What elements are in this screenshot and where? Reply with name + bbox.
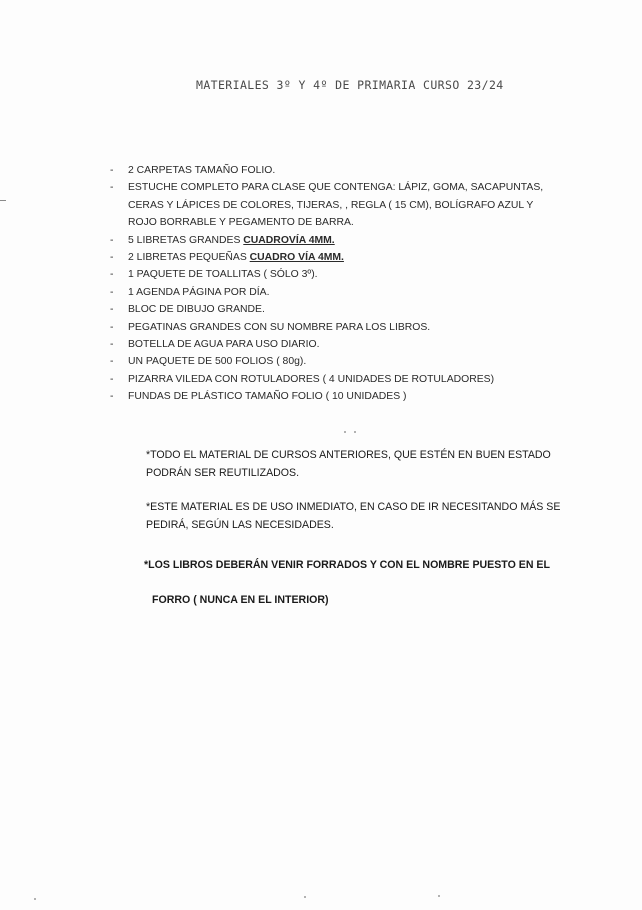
dash-bullet-icon: - xyxy=(110,269,114,281)
note-immediate-use-line-2: PEDIRÁ, SEGÚN LAS NECESIDADES. xyxy=(146,519,334,531)
dash-bullet-icon: - xyxy=(110,304,114,316)
dash-bullet-icon: - xyxy=(110,373,114,385)
note-books-line-1: *LOS LIBROS DEBERÁN VENIR FORRADOS Y CON EL NOMBRE PUESTO EN EL xyxy=(144,559,550,571)
note-reuse-line-1: *TODO EL MATERIAL DE CURSOS ANTERIORES, QUE ESTÉN EN BUEN ESTADO xyxy=(146,449,551,461)
scan-speck xyxy=(354,431,356,433)
dash-bullet-icon: - xyxy=(110,234,114,246)
dash-bullet-icon: - xyxy=(110,252,114,264)
note-books-line-2: FORRO ( NUNCA EN EL INTERIOR) xyxy=(152,594,329,606)
list-item-text: PIZARRA VILEDA CON ROTULADORES ( 4 UNIDADES DE ROTULADORES) xyxy=(128,373,495,385)
list-item xyxy=(110,353,550,370)
list-item-text: UN PAQUETE DE 500 FOLIOS ( 80g). xyxy=(128,356,307,368)
dash-bullet-icon: - xyxy=(110,339,114,351)
list-item-text: PEGATINAS GRANDES CON SU NOMBRE PARA LOS LIBROS. xyxy=(128,321,431,333)
note-reuse-line-2: PODRÁN SER REUTILIZADOS. xyxy=(146,467,300,479)
list-item xyxy=(110,319,550,336)
list-item xyxy=(110,284,550,301)
scan-speck xyxy=(304,896,306,898)
list-item xyxy=(110,336,550,353)
list-item-text: FUNDAS DE PLÁSTICO TAMAÑO FOLIO ( 10 UNIDADES ) xyxy=(128,391,407,403)
list-item-text: ESTUCHE COMPLETO PARA CLASE QUE CONTENGA: LÁPIZ, GOMA, SACAPUNTAS, CERAS Y LÁPICES DE COLORES, TIJERAS, , REGLA ( 15 CM), BOLÍGRAFO AZUL Y ROJO BORRABLE Y PEGAMENTO DE BARRA. xyxy=(128,182,544,229)
note-immediate-use-line-1: *ESTE MATERIAL ES DE USO INMEDIATO, EN CASO DE IR NECESITANDO MÁS SE xyxy=(146,501,561,513)
list-item xyxy=(110,388,550,405)
list-item-text: 1 PAQUETE DE TOALLITAS ( SÓLO 3º). xyxy=(128,269,318,281)
list-item-text: 2 LIBRETAS PEQUEÑAS xyxy=(128,252,250,264)
dash-bullet-icon: - xyxy=(110,356,114,368)
list-item xyxy=(110,232,550,249)
list-item-text: 5 LIBRETAS GRANDES xyxy=(128,234,244,246)
page-title: MATERIALES 3º Y 4º DE PRIMARIA CURSO 23/24 xyxy=(196,78,504,92)
list-item xyxy=(110,371,550,388)
dash-bullet-icon: - xyxy=(110,391,114,403)
list-item-text: 2 CARPETAS TAMAÑO FOLIO. xyxy=(128,165,276,176)
scan-edge-mark xyxy=(0,200,6,201)
list-item xyxy=(110,179,550,231)
dash-bullet-icon: - xyxy=(110,182,114,194)
scan-speck xyxy=(344,431,346,433)
list-item-text: BOTELLA DE AGUA PARA USO DIARIO. xyxy=(128,339,320,351)
list-item-text: 1 AGENDA PÁGINA POR DÍA. xyxy=(128,286,270,298)
scan-speck xyxy=(438,895,440,897)
scan-speck xyxy=(34,898,36,900)
list-item-text: BLOC DE DIBUJO GRANDE. xyxy=(128,304,265,316)
dash-bullet-icon: - xyxy=(110,321,114,333)
list-item xyxy=(110,162,550,179)
dash-bullet-icon: - xyxy=(110,165,114,176)
list-item-emphasis: CUADRO VÍA 4MM. xyxy=(249,252,344,264)
list-item xyxy=(110,301,550,318)
list-item-emphasis: CUADROVÍA 4MM. xyxy=(243,234,335,246)
materials-list xyxy=(110,162,550,406)
list-item xyxy=(110,266,550,283)
list-item xyxy=(110,249,550,266)
dash-bullet-icon: - xyxy=(110,286,114,298)
